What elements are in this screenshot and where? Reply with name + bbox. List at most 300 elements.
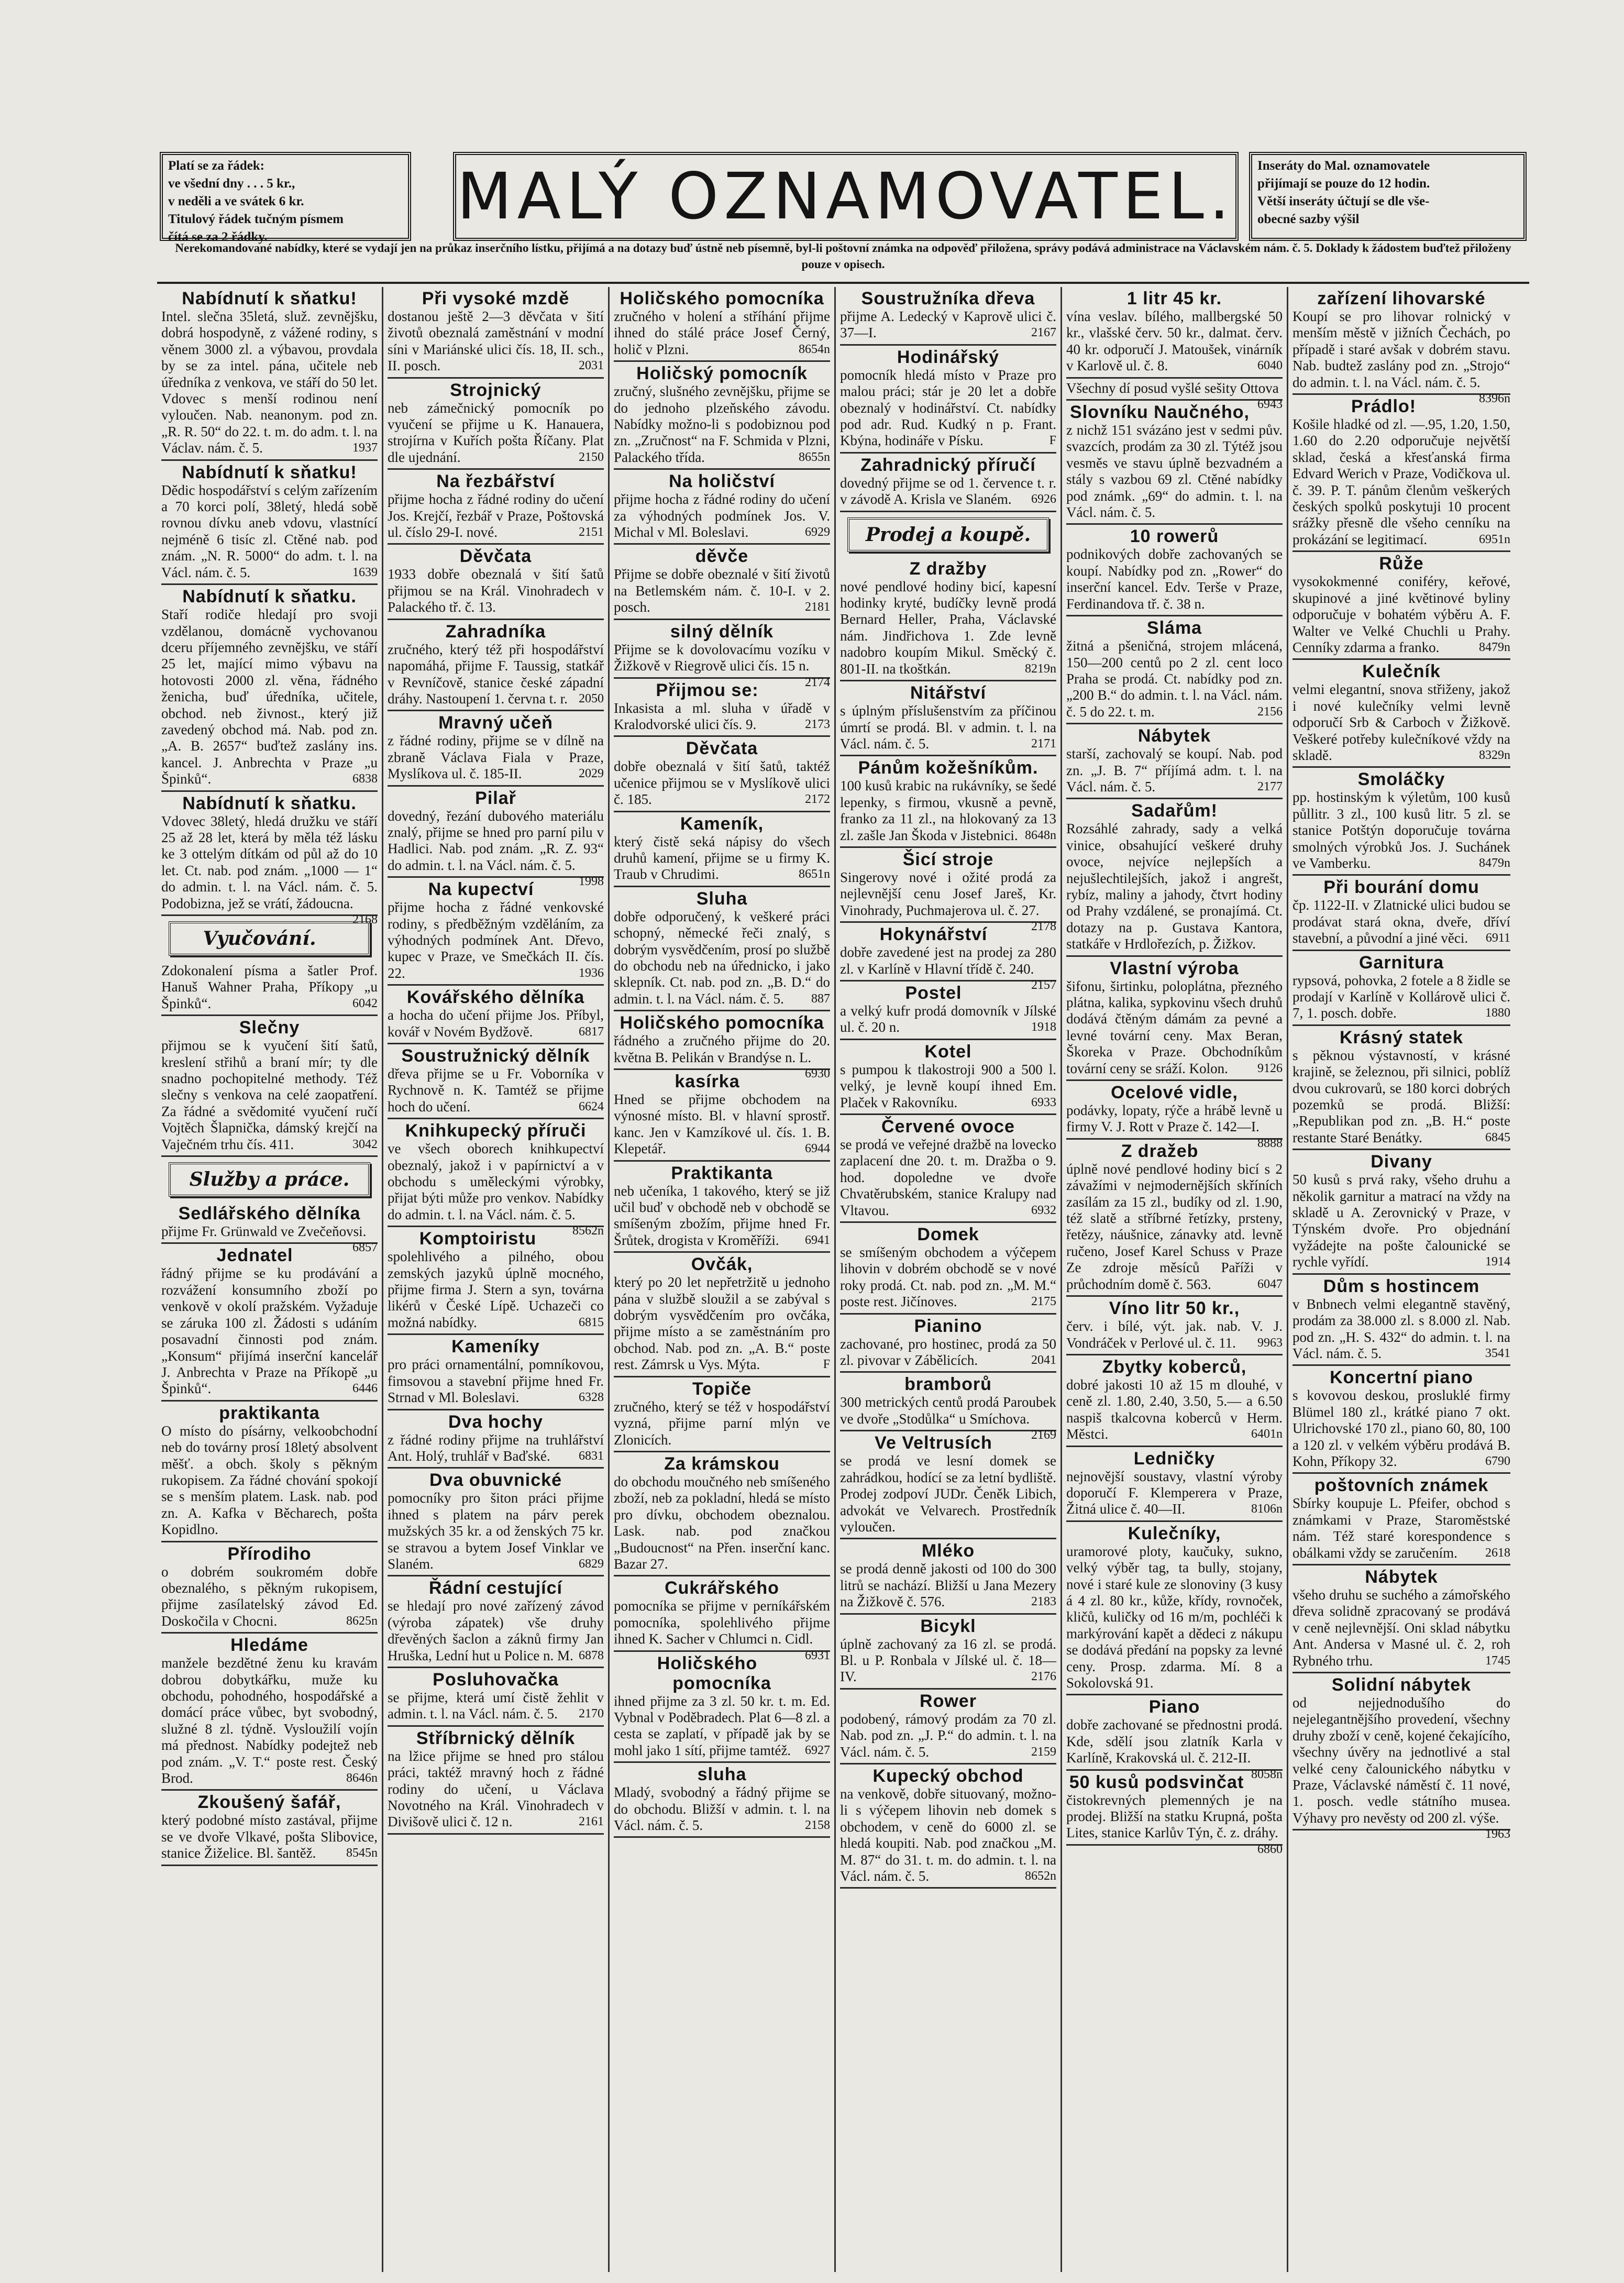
classified-ad (388, 787, 604, 889)
ad-code: 2031 (579, 359, 604, 373)
info-line: Větší inseráty účtují se dle vše- (1257, 194, 1430, 208)
classified-ad (1066, 724, 1283, 799)
classified-ad (388, 986, 604, 1044)
ad-title: Divany (1371, 1152, 1432, 1172)
ad-title: Krásný statek (1339, 1027, 1463, 1047)
ad-body: do obchodu moučného neb smíšeného zboží, neb za pokladní, hledá se místo pro dívku, obchodem obeznalou. Lask. nab. pod značkou „Budoucnost“ na Přen. inserční kanc. Bazar 27. (614, 1473, 830, 1572)
ad-code: 6943 (1257, 398, 1283, 412)
ad-body: dovedný, řezání dubového materiálu znalý, přijme se hned pro parní pilu v Hadlici. Nab. pod znám. „R. Z. 93“ do admin. t. l. na Václ. nám. č. 5. 1998 (388, 808, 604, 874)
ad-code: 2174 (805, 675, 830, 689)
ad-body: zručného, který též při hospodářství napomáhá, přijme F. Taussig, statkář v Revníčově, stanice české západní dráhy. Nastoupení 1. června t. r. 2050 (388, 641, 604, 707)
classified-ad (840, 923, 1056, 992)
ad-body: 300 metrických centů prodá Paroubek ve dvoře „Stodůlka“ u Smíchova. 2169 (840, 1394, 1056, 1427)
column (1062, 287, 1288, 2272)
ad-code: 1639 (352, 565, 378, 579)
classified-ad (614, 470, 830, 545)
ad-title: Řádní cestující (429, 1578, 562, 1598)
ad-body: pp. hostinským k výletům, 100 kusů půllitr. 3 zl., 100 kusů litr. 5 zl. se stanice Potštýn doporučuje továrna smolných výrobků Jos. J. Suchánek ve Vamberku. 8479n (1292, 789, 1510, 871)
classified-ad (1292, 1474, 1510, 1565)
ad-body: Sbírky koupuje L. Pfeifer, obchod s známkami v Praze, Staroměstské nám. Též staré korespondence s obálkami vždy se zaručením. 2618 (1292, 1495, 1510, 1561)
ad-body: zručného, který se též v hospodářství vyzná, přijme parní mlýn ve Zlonicích. (614, 1398, 830, 1448)
ad-body: který čistě seká nápisy do všech druhů kamení, přijme se u firmy K. Traub v Chrudimi. 8651n (614, 833, 830, 883)
classifieds-header (160, 152, 1527, 271)
ad-title: Na řezbářství (436, 471, 555, 492)
classified-ad (161, 1244, 378, 1401)
ad-body: ve všech oborech knihkupectví obeznalý, jakož i v papírnictví a v obchodu s uměleckými výrobky, přijat býti může pro venkov. Nabídky do admin. t. l. na Václ. nám. č. 5. 8562n (388, 1141, 604, 1223)
ad-title: Slečny (239, 1018, 300, 1038)
ad-body: podnikových dobře zachovaných se koupí. Nabídky pod zn. „Rower“ do inserční kancel. Edv. Terše v Praze, Ferdinandova tř. č. 38 n. (1066, 546, 1283, 612)
ad-title: Garnitura (1358, 952, 1444, 973)
ad-title: Kupecký obchod (872, 1766, 1024, 1786)
ad-code: 8652n (1025, 1869, 1056, 1883)
ad-body: čp. 1122-II. v Zlatnické ulici budou se prodávat stará okna, dveře, dříví stavební, a původní a jiné věci. 6911 (1292, 897, 1510, 946)
price-line: čítá se za 2 řádky. (168, 230, 268, 244)
ad-title: Červené ovoce (881, 1117, 1015, 1137)
ad-title: Nabídnutí k sňatku! (182, 462, 357, 482)
ad-title: Nabídnutí k sňatku. (182, 793, 357, 813)
ad-body: Přijme se k dovolovacímu vozíku v Žižkově v Riegrově ulici čís. 15 n. 2174 (614, 642, 830, 675)
ad-code: 2050 (579, 691, 604, 705)
column (836, 287, 1062, 2272)
ad-title: Nábytek (1137, 726, 1211, 746)
ad-code: 6927 (805, 1743, 830, 1757)
ad-title: Holičský pomocník (636, 363, 808, 384)
ad-body: 100 kusů krabic na rukávníky, se šedé lepenky, s firmou, vkusně a pevně, franko za 11 zl., na hlokovaný za 13 zl. zašle Jan Škoda v Jistebnici. 8648n (840, 778, 1056, 843)
classified-ad (614, 1253, 830, 1377)
ad-title: Domek (917, 1225, 979, 1245)
classified-ad (840, 1040, 1056, 1115)
ad-body: s kovovou deskou, prosluklé firmy Blümel 180 zl., krátké piano 7 okt. Ulrichovské 170 zl., piano 60, 80, 100 a 120 zl. v velkém výběru prodává B. Kohn, Příkopy 32. 6790 (1292, 1387, 1510, 1469)
ad-body: dřeva přijme se u Fr. Voborníka v Rychnově n. K. Tamtéž se přijme hoch do učení. 6624 (388, 1066, 604, 1115)
classified-ad (840, 1373, 1056, 1442)
ad-code: 2150 (579, 450, 604, 464)
classified-ad (614, 887, 830, 1011)
classified-ad (1292, 1673, 1510, 1841)
ad-code: 8106n (1251, 1502, 1283, 1516)
ad-body: dobře odporučený, k veškeré práci schopný, německé řeči znalý, s dobrým vysvědčením, prosí po službě do obchodu neb na úřednicko, i jako sklepník. Ct. nab. pod zn. „B. D.“ do admin. t. l. na Václ. nám. č. 5. 887 (614, 908, 830, 1007)
price-line: ve všední dny . . . 5 kr., (168, 177, 295, 191)
ad-code: 1936 (579, 966, 604, 980)
ad-body: o dobrém soukromém dobře obeznalého, s pěkným rukopisem, přijme zasílatelský závod Ed. Doskočila v Chocni. 8625n (161, 1563, 378, 1629)
ad-title: Při bourání domu (1323, 877, 1479, 898)
classified-ad (840, 454, 1056, 512)
ad-body: přijme A. Ledecký v Kaprově ulici č. 37—I. 2167 (840, 308, 1056, 341)
ad-code: 8888 (1257, 1136, 1283, 1150)
classified-ad (388, 1335, 604, 1410)
ad-title: Nabídnutí k sňatku. (182, 587, 357, 607)
classified-ad (840, 1315, 1056, 1373)
classified-ad (840, 346, 1056, 454)
ad-body: se prodá ve veřejné dražbě na lovecko zaplacení dne 20. t. m. Dražba o 9. hod. dopoledne ve dvoře Chvatěrubském, stanice Kralupy nad Vltavou. 6932 (840, 1137, 1056, 1218)
ad-title: Soustružnický dělník (401, 1046, 590, 1066)
ad-code: 6929 (805, 525, 830, 539)
ad-code: 8396n (1479, 392, 1510, 406)
ad-title: Postel (905, 983, 962, 1003)
classified-ad (1292, 552, 1510, 660)
ad-code: 9126 (1257, 1061, 1283, 1075)
ad-body: přijme Fr. Grünwald ve Zvečeňovsi. 6857 (161, 1223, 378, 1240)
ad-title: Holičského pomocníka (620, 289, 824, 308)
section-heading: Služby a práce. (169, 1162, 370, 1197)
ad-title: bramborů (904, 1374, 992, 1395)
ad-code: 2173 (805, 717, 830, 731)
ad-title: Knihkupecký příruči (405, 1121, 587, 1141)
ad-body: Rozsáhlé zahrady, sady a velká vinice, obsahující veškeré druhy ovoce, nejvíce nejlepších a nejušlechtilejších, jakož i angrešt, rybíz, maliny a jahody, čtvrt hodiny od Prahy vzdálené, se pronajímá. Ct. dotazy na p. Gustava Kantora, statkáře v Hrdlořezích, p. Žižkov. (1066, 821, 1283, 952)
classified-ad (1066, 287, 1283, 379)
ad-title: Sluha (696, 888, 748, 909)
classified-ad (1066, 1695, 1283, 1781)
classified-ad (1292, 395, 1510, 552)
ad-code: 8329n (1479, 748, 1510, 762)
ad-code: 6951n (1479, 532, 1510, 546)
ad-title: Dva obuvnické (429, 1470, 562, 1491)
ad-body: starší, zachovalý se koupí. Nab. pod zn. „J. B. 7“ příjímá adm. t. l. na Václ. nám. č. 5. 2177 (1066, 746, 1283, 795)
classified-ad (840, 1115, 1056, 1223)
ad-code: 3042 (352, 1137, 378, 1151)
ad-code: F (823, 1358, 830, 1372)
ad-title: Z dražeb (1121, 1141, 1199, 1161)
classified-ad (388, 711, 604, 786)
classified-ad (388, 620, 604, 712)
ad-body: na lžice přijme se hned pro stálou práci, taktéž mravný hoch z řádné rodiny do učení, u Václava Novotného na Král. Vinohradech v Divišově ulici č. 12 n. 2161 (388, 1748, 604, 1830)
ad-title: Přírodiho (227, 1543, 312, 1564)
ad-code: 2170 (579, 1707, 604, 1721)
ad-title: 50 kusů podsvinčat (1069, 1772, 1244, 1792)
ad-code: F (1049, 434, 1056, 448)
ad-body: který po 20 let nepřetržitě u jednoho pána v službě sloužil a se zabýval s dobrým vysvědčením pro ovčáka, přijme místo a se zaměstnáním pro obchod. Nab. pod zn. „A. B.“ poste rest. Zámrsk u Vys. Mýta. F (614, 1274, 830, 1373)
ad-body: a velký kufr prodá domovník v Jílské ul. č. 20 n. 1918 (840, 1002, 1056, 1035)
ad-title: Smoláčky (1357, 769, 1445, 790)
ad-body: ihned přijme za 3 zl. 50 kr. t. m. Ed. Vybnal v Poděbradech. Plat 6—8 zl. a cesta se zaplatí, v případě jak by se mohl jako 1 sítí, přijme tamtéž. 6927 (614, 1693, 830, 1758)
ad-body: Košile hladké od zl. —.95, 1.20, 1.50, 1.60 do 2.20 odporučuje největší sklad, česká a křesťanská firma Edvard Werich v Praze, Vodičkova ul. č. 39. P. T. pánům členům veškerých českých spolků poskytuji 10 procent srážky přesně dle všeho cenníku na prokázání se legitimací. 6951n (1292, 416, 1510, 547)
classified-ad (614, 362, 830, 470)
classified-ad (388, 1668, 604, 1727)
ad-code: 6845 (1485, 1130, 1510, 1144)
classified-ad (1066, 1771, 1283, 1856)
classified-ad (388, 1119, 604, 1238)
classified-ad (1292, 660, 1510, 768)
ad-title: Nabídnutí k sňatku! (182, 289, 357, 308)
classified-ad (161, 1634, 378, 1791)
ad-code: 6831 (579, 1449, 604, 1463)
ad-title: Nitářství (910, 683, 987, 703)
ad-code: 6829 (579, 1557, 604, 1571)
ad-code: 6931 (805, 1648, 830, 1662)
ad-code: 6042 (352, 996, 378, 1010)
ad-body: s pumpou k tlakostroji 900 a 500 l. velký, je levně koupí ihned Em. Plaček v Rakovníku. 6933 (840, 1061, 1056, 1110)
column (383, 287, 610, 2272)
column (157, 287, 383, 2272)
ad-code: 6047 (1257, 1277, 1283, 1291)
ad-body: čistokrevných plemenných je na prodej. Bližší na statku Krupná, pošta Lites, stanice Karlův Týn, č. z. dráhy. 6860 (1066, 1792, 1283, 1841)
ad-body: na venkově, dobře situovaný, možno-li s výčepem lihovin neb domek s obchodem, v ceně do 6000 zl. se hledá koupiti. Nab. pod značkou „M. M. 87“ do 31. t. m. do admin. t. l. na Václ. nám. č. 5. 8652n (840, 1785, 1056, 1884)
ad-body: Zdokonalení písma a šatler Prof. Hanuš Wahner Praha, Příkopy „u Špinků“. 6042 (161, 963, 378, 1011)
ad-body: zručného v holení a stříhání přijme ihned do stálé práce Josef Černý, holič v Plzni. 8654n (614, 308, 830, 357)
ad-body: Inkasista a ml. sluha v úřadě v Kralodvorské ulici čís. 9. 2173 (614, 700, 830, 732)
classified-ad (161, 1016, 378, 1157)
classified-ad (388, 287, 604, 379)
ad-body: neb učeníka, 1 takového, který se již učil buď v obchodě neb v obchodě se smíšeným zbožím, přijme hned Fr. Šrůtek, drogista v Kroměříži. 6941 (614, 1183, 830, 1248)
ad-body: Staří rodiče hledají pro svoji vzdělanou, domácně vychovanou dceru příjemného zevnějšku, ve stáří 25 let, mající mimo výbavu na hotovosti 2000 zl. věna, řádného ženicha, buď úředníka, učitele, obchod. neb živnost., který již zavedený obchod má. Nab. pod zn. „A. B. 2657“ buďtež zaslány ins. kancel. J. Anbrechta v Praze „u Špinků“. 6838 (161, 606, 378, 787)
classified-ad (388, 1727, 604, 1835)
ad-body: přijme hocha z řádné venkovské rodiny, s předběžným vzděláním, za výhodných podmínek Ant. Dřevo, kupec v Praze, ve Smečkách II. čís. 22. 1936 (388, 899, 604, 981)
ad-body: nové pendlové hodiny bicí, kapesní hodinky kryté, budíčky levně prodá Bernard Heller, Praha, Václavské nám. Jindřichova 1. Zde levně nadobro koupím Mikul. Směcký č. 801-II. na tkoštkán. 8219n (840, 578, 1056, 677)
ad-title: Sláma (1146, 618, 1202, 638)
ad-title: Holičského pomocníka (657, 1653, 771, 1693)
ad-title: Ledničky (1133, 1448, 1216, 1469)
ad-body: podávky, lopaty, rýče a hrábě levně u firmy V. J. Rott v Praze č. 142—I. 8888 (1066, 1102, 1283, 1135)
classified-ad (1066, 957, 1283, 1081)
ad-code: 6932 (1031, 1203, 1056, 1217)
classified-ad (161, 461, 378, 585)
ad-title: Soustružníka dřeva (861, 289, 1035, 308)
ad-title: Kulečníky, (1128, 1523, 1221, 1543)
ad-body: vysokokmenné coniféry, keřové, skupinové a jiné květinové byliny odporučuje v bohatém výběru A. F. Walter ve Velké Chuchli u Prahy. Cenníky zdarma a franko. 8479n (1292, 573, 1510, 655)
ad-title: sluha (697, 1764, 747, 1785)
ad-body: O místo do písárny, velkoobchodní neb do továrny prosí 18letý absolvent měšť. a obch. školy s pěkným rukopisem. Za řádné chování spokojí se s menším platem. Lask. nab. pod zn. A. Kafka v Běcharech, pošta Kopidlno. (161, 1422, 378, 1538)
ad-title: Prádlo! (1351, 396, 1417, 417)
ad-code: 2181 (805, 600, 830, 614)
ad-code: 8562n (572, 1224, 604, 1238)
info-line: Inseráty do Mal. oznamovatele (1257, 159, 1430, 173)
ad-title: Stříbrnický dělník (416, 1728, 576, 1748)
classified-ad (1066, 1522, 1283, 1696)
ad-title: silný dělník (670, 621, 774, 642)
ad-code: 2169 (1031, 1428, 1056, 1442)
ad-body: rypsová, pohovka, 2 fotele a 8 židle se prodají v Karlíně v Kollárově ulici č. 7, 1. posch. dobře. 1880 (1292, 972, 1510, 1021)
ad-body: Přijme se dobře obeznalé v šití životů na Betlemském nám. č. 10-I. v 2. posch. 2181 (614, 566, 830, 615)
classified-ad (614, 1452, 830, 1576)
ad-title: 1 litr 45 kr. (1126, 289, 1222, 308)
ad-title: praktikanta (219, 1403, 320, 1423)
ad-code: 6790 (1485, 1454, 1510, 1468)
ad-code: 8479n (1479, 856, 1510, 870)
ad-title: Praktikanta (671, 1163, 773, 1183)
section-heading: Vyučování. (169, 921, 370, 956)
ad-code: 6328 (579, 1391, 604, 1405)
ad-title: kasírka (675, 1072, 740, 1091)
ad-code: 2156 (1257, 704, 1283, 719)
classified-ad (614, 1070, 830, 1162)
classified-ad (840, 1431, 1056, 1539)
ad-title: Při vysoké mzdě (422, 289, 570, 308)
classified-ad (1292, 1275, 1510, 1366)
ad-title: zařízení lihovarské (1317, 289, 1486, 308)
ad-title: Dva hochy (448, 1411, 543, 1432)
ad-title: Hledáme (230, 1635, 308, 1656)
ad-title: Za krámskou (664, 1453, 780, 1474)
classified-ad (161, 1402, 378, 1542)
classified-ad (614, 1162, 830, 1253)
ad-body: řádný přijme se ku prodávání a rozvážení konsumního zboží po venkově v okolí pražském. Vyžaduje se záruka 100 zl. Žádosti s udáním posavadní činnosti pod znám. „Konsum“ přijímá inserční kancelář J. Anbrechta v Praze na Příkopě „u Špinků“. 6446 (161, 1265, 378, 1397)
ad-code: 6838 (352, 772, 378, 786)
ad-title: Jednatel (216, 1245, 293, 1266)
classified-ad (388, 1469, 604, 1576)
ad-code: 2168 (352, 913, 378, 927)
ad-body: 50 kusů s prvá raky, všeho druhu a několik garnitur a matrací na vždy na skladě u A. Zerovnický v Praze, v Týnském dvoře. Pro objednání vyžádejte na pošte čalounické se rychle vyřídí. 1914 (1292, 1172, 1510, 1270)
classified-ad (840, 1764, 1056, 1889)
ad-title: Nábytek (1365, 1567, 1438, 1587)
classified-ad (1066, 1140, 1283, 1297)
ad-title: Pánům kožešníkům. (858, 758, 1039, 778)
classified-ad (1292, 768, 1510, 876)
ad-title: Cukrářského (665, 1578, 779, 1598)
ad-code: 8058n (1251, 1767, 1283, 1781)
classified-ad (1066, 1297, 1283, 1355)
classified-ad (1292, 951, 1510, 1026)
ad-title: Z dražby (909, 558, 987, 579)
ad-title: Slovníku Naučného, (1070, 402, 1250, 423)
ad-body: podobený, rámový prodám za 70 zl. Nab. pod zn. „J. P.“ do admin. t. l. na Václ. nám. č. 5. 2159 (840, 1711, 1056, 1760)
ad-body: Intel. slečna 35letá, služ. zevnějšku, dobrá hospodyně, z vážené rodiny, s věnem 3000 zl. a výbavou, provdala by se za intel. pána, učitele neb úředníka z venkova, ve stáří do 50 let. Vdovec s menší rodinou není vyloučen. Nab. neanonym. pod zn. „R. R. 50“ do 22. t. m. do adm. t. l. na Václav. nám. č. 5. 1937 (161, 308, 378, 456)
ad-body: Koupí se pro lihovar rolnický v menším městě v jižních Čechách, po případě i staré avšak v dobrém stavu. Nab. budtež zaslány pod zn. „Strojo“ do admin. t. l. na Václ. nám. č. 5. 8396n (1292, 308, 1510, 391)
classified-ad (614, 1763, 830, 1838)
price-box (160, 152, 411, 244)
classified-ad (840, 1690, 1056, 1764)
ad-code: 8654n (799, 342, 830, 356)
ad-body: Hned se přijme obchodem na výnosné místo. Bl. v hlavní sprostř. kanc. Jen v Kamzíkové ul. čís. 1. B. Klepetář. 6944 (614, 1091, 830, 1157)
ad-code: 8655n (799, 450, 830, 464)
ad-title: poštovních známek (1314, 1475, 1489, 1496)
ad-body: všeho druhu se suchého a zámořského dřeva solidně zpracovaný se prodává v ceně nejlevnější. Oni sklad nábytku Ant. Andersa v Masné ul. č. 2, roh Rybného trhu. 1745 (1292, 1586, 1510, 1669)
ad-code: 1914 (1485, 1255, 1510, 1269)
ad-body: úplně nové pendlové hodiny bicí s 2 závažími v nejmodernějších skříních zasílám za 15 zl., budíky od zl. 1.90, též slatě a stříbrné řetízky, prsteny, řetězy, náušnice, zánavky atd. levně ručeno, Josef Karel Schuss v Praze Ze zdroje měsíců Paříži v průchodním domě č. 563. 6047 (1066, 1161, 1283, 1292)
info-line: přijímají se pouze do 12 hodin. (1257, 177, 1430, 191)
ad-title: Ovčák, (691, 1254, 753, 1275)
classified-ad (840, 1539, 1056, 1614)
ad-code: 8651n (799, 867, 830, 881)
ad-body: dobré jakosti 10 až 15 m dlouhé, v ceně zl. 1.80, 2.40, 3.50, 5.— a 6.50 naspiš tkalcovna koberců v Herm. Městci. 6401n (1066, 1376, 1283, 1442)
ad-code: 2178 (1031, 920, 1056, 934)
classified-ad (388, 1410, 604, 1469)
ad-code: 6878 (579, 1648, 604, 1662)
classified-ad (1066, 799, 1283, 956)
ad-title: Topiče (692, 1378, 752, 1399)
ad-code: 6624 (579, 1099, 604, 1113)
classified-ad (1292, 1150, 1510, 1274)
classified-ad (161, 961, 378, 1016)
classified-ad (1292, 287, 1510, 406)
ad-title: Zahradnický příručí (860, 455, 1036, 475)
ad-body: v Bnbnech velmi elegantně stavěný, prodám za 38.000 zl. s 8.000 zl. Nab. pod zn. „H. S. 432“ do admin. t. l. na Václ. nám. č. 5. 3541 (1292, 1296, 1510, 1361)
ad-code: 6040 (1257, 359, 1283, 373)
ad-body: Mladý, svobodný a řádný přijme se do obchodu. Bližší v admin. t. l. na Václ. nám. č. 5. 2158 (614, 1784, 830, 1833)
ad-code: 2161 (579, 1815, 604, 1829)
classified-ad (614, 1576, 830, 1662)
ad-body: manžele bezdětné ženu ku kravám dobrou dobytkářku, muže ku obchodu, pohodného, hospodářské a domácí práce vůbec, byt svobodný, služné 8 zl. týdně. Vysloužilí vojín má přednost. Nabídky podejtež neb pod znám. „V. T.“ poste rest. Český Brod. 8646n (161, 1655, 378, 1786)
classified-ad (161, 585, 378, 791)
classified-ad (1292, 1026, 1510, 1150)
ad-title: Solidní nábytek (1331, 1675, 1472, 1695)
ad-code: 887 (811, 991, 830, 1006)
ad-title: Děvčata (686, 738, 758, 759)
ad-title: Na kupectví (428, 879, 534, 900)
ad-title: Hodinářský (897, 347, 1000, 367)
classified-ad (614, 620, 830, 689)
ad-title: Zbytky koberců, (1102, 1356, 1247, 1377)
ad-body: dobře zachované se přednostni prodá. Kde, sdělí jsou zlatník Karla v Karlíně, Krakovská ul. č. 212-II. 8058n (1066, 1717, 1283, 1766)
ad-code: 3541 (1485, 1346, 1510, 1360)
ad-title: Růže (1379, 554, 1424, 574)
classified-ad (614, 545, 830, 620)
ad-title: Kotel (924, 1041, 972, 1062)
ad-code: 2183 (1031, 1595, 1056, 1609)
ad-body: pomocníky pro šiton práci přijme ihned s platem na párv perek mužských 35 kr. a od ženských 75 kr. se stravou a bytem Josef Vinklar ve Slaném. 6829 (388, 1490, 604, 1572)
ad-body: se hledají pro nové zařízený závod (výroba zápatek) vše druhy dřevěných šaclon a záknů firmy Jan Hruška, Lední hut u Police n. M. 6878 (388, 1598, 604, 1663)
ad-title: Dům s hostincem (1323, 1276, 1480, 1296)
ad-body: žitná a pšeničná, strojem mlácená, 150—200 centů po 2 zl. cent loco Praha se prodá. Ct. nabídky pod zn. „200 B.“ do admin. t. l. na Václ. nám. č. 5 do 22. t. m. 2156 (1066, 638, 1283, 720)
ad-code: 2176 (1031, 1670, 1056, 1684)
ad-code: 9963 (1257, 1336, 1283, 1350)
classified-ad (388, 878, 604, 986)
ad-title: Koncertní piano (1330, 1367, 1473, 1388)
classified-ad (388, 1044, 604, 1119)
ad-title: Sadařům! (1131, 801, 1218, 821)
ad-code: 2151 (579, 525, 604, 539)
ad-body: z nichž 151 svázáno jest v sedmi pův. svazcích, prodám za 30 zl. Týtéž jsou vesměs ve stavu úplně bezvadném a stály s vazbou 69 zl. Ctěné nabídky pod známk. „69“ do admin. t. l. na Václ. nám. č. 5. (1066, 422, 1283, 521)
ad-title: Zkoušený šafář, (197, 1792, 341, 1813)
ad-code: 2041 (1031, 1353, 1056, 1367)
classified-ad (1066, 379, 1283, 412)
ad-code: 2172 (805, 792, 830, 807)
ad-title: Pilař (475, 788, 516, 808)
ad-code: 6446 (352, 1382, 378, 1396)
classified-ad (388, 379, 604, 470)
classified-ad (840, 557, 1056, 681)
ad-body: Dědic hospodářství s celým zařízením a 70 korci polí, 38letý, hledá sobě rovnou dívku aneb vdovu, vlastnící nejméně 6 tisíc zl. Ctěné nab. pod znám. „N. R. 5000“ do adm. t. l. na Václ. nám. č. 5. 1639 (161, 482, 378, 580)
ad-body: z řádné rodiny, přijme se v dílně na zbraně Václava Fiala v Praze, Myslíkova ul. č. 185-II. 2029 (388, 733, 604, 782)
ad-title: Víno litr 50 kr., (1109, 1298, 1240, 1319)
ad-title: Komptoiristu (419, 1229, 537, 1249)
ad-body: 1933 dobře obeznalá v šití šatů přijmou se na Král. Vinohradech v Palackého tř. č. 13. (388, 566, 604, 615)
ad-body: se prodá ve lesní domek se zahrádkou, hodící se za letní bydliště. Prodej zodpoví JUDr. Čeněk Libich, advokát ve Velvarech. Prostředník vyloučen. (840, 1453, 1056, 1535)
ad-title: 10 rowerů (1130, 526, 1219, 547)
classified-ad (161, 1202, 378, 1255)
page-title: MALÝ OZNAMOVATEL. (453, 152, 1239, 241)
classified-ad (840, 848, 1056, 934)
ad-body: pomocníka se přijme v perníkářském pomocníka, spolehlivého přijme ihned K. Sacher v Chlumci n. Cidl. 6931 (614, 1598, 830, 1647)
classified-ad (1066, 525, 1283, 616)
classified-ad (614, 1652, 830, 1763)
ad-title: Kameníky (451, 1337, 540, 1357)
header-rule (157, 282, 1529, 284)
ad-title: Pianino (914, 1316, 982, 1336)
classified-ad (840, 681, 1056, 756)
ad-title: Mravný učeň (438, 713, 553, 733)
classified-ad (1292, 1565, 1510, 1673)
section-heading: Prodej a koupě. (847, 517, 1049, 552)
classified-ad (1066, 1355, 1283, 1447)
column (610, 287, 836, 2272)
classified-ad (614, 679, 830, 737)
classified-ad (1066, 401, 1283, 525)
info-line: obecné sazby výšil (1257, 212, 1360, 226)
info-box (1249, 152, 1527, 241)
submission-notice: Nerekomandované nabídky, které se vydají jen na průkaz inserčního lístku, přijímá a na dotazy buď ústně neb písemně, byl-li poštovní známka na odpověď přiložena, správy podává administrace na Václavském nám. č. 5. Doklady k žádostem buďtež přiloženy pouze v opisech. (175, 241, 1511, 271)
ad-code: 6815 (579, 1315, 604, 1329)
ad-code: 1963 (1485, 1827, 1510, 1841)
classified-ad (161, 1542, 378, 1634)
ad-title: Vlastní výroba (1110, 958, 1239, 978)
ad-body: pomocník hledá místo v Praze pro malou práci; stár je 20 let a dobře obeznalý v hodinářství. Ct. nabídky pod adr. Rud. Kudký n p. Frant. Kbýna, hodináře v Písku. F (840, 367, 1056, 449)
ad-code: 1918 (1031, 1020, 1056, 1034)
ad-title: Sedlářského dělníka (178, 1204, 361, 1224)
classified-ad (840, 981, 1056, 1040)
ad-code: 6930 (805, 1067, 830, 1080)
ad-title: Na holičství (669, 471, 775, 492)
ad-body: uramorové ploty, kaučuky, sukno, velký výběr tag, ta bully, stojany, nové i staré kule ze slonoviny (3 kusy á 4 zl. 80 kr., kůže, křídy, rovnoček, kličů, kuličky od 16 m/m, pochléči k markýrování kapět a dědeci z nákupu se dodává předání na popsky za levné ceny. Prosp. zdarma. Mí. 8 a Sokolovská 91. (1066, 1543, 1283, 1691)
ad-body: pro práci ornamentální, pomníkovou, fimsovou a stavební přijme hned Fr. Strnad v Ml. Boleslavi. 6328 (388, 1356, 604, 1406)
